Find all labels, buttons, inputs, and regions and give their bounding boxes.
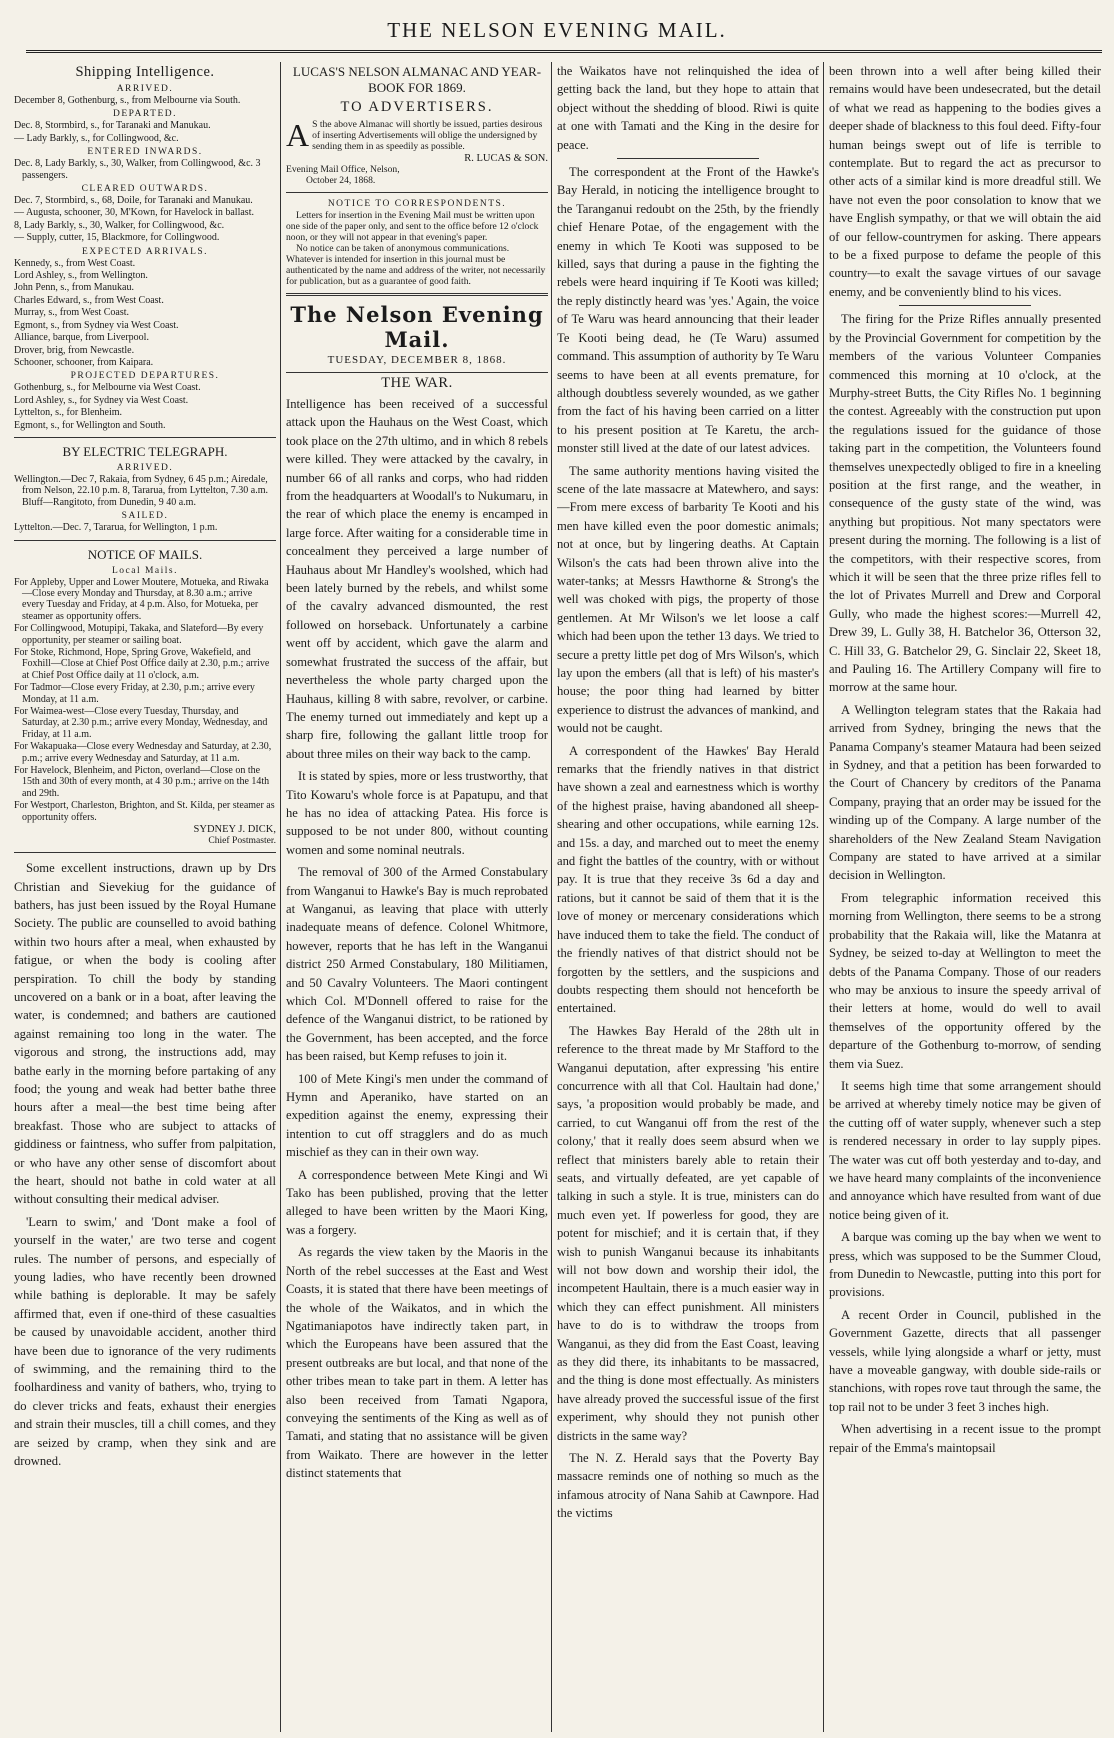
paragraph-rule <box>899 305 1031 306</box>
postmaster-signature: SYDNEY J. DICK, <box>193 824 276 836</box>
column-1 <box>14 62 276 1732</box>
shipping-entry: Gothenburg, s., for Melbourne via West Coast. <box>14 382 201 394</box>
telegraph-sailed-subheading: SAILED. <box>121 511 169 522</box>
shipping-entry: Lord Ashley, s., for Sydney via West Coast. <box>14 394 189 406</box>
section-rule <box>14 540 276 541</box>
almanac-notice <box>286 119 548 152</box>
projected-subheading: PROJECTED DEPARTURES. <box>70 371 220 382</box>
expected-subheading: EXPECTED ARRIVALS. <box>81 246 209 257</box>
article-paragraph: The same authority mentions having visited the scene of the late massacre at Matewhero, and says:—From mere excess of barbarity Te Kooti and his men have killed even the poor domestic animals; not at once, but by lingering deaths. At Captain Wilson's the cats had been thrown alive into the water-tanks; at Messrs Hawthorne & Strong's the well was choked with pigs, the property of those gentlemen. At Mr Wilson's we let loose a calf which had been upon the tether 13 days. We tried to secure a pretty little pet dog of Mrs Wilson's, which lay upon the embers (all that is left) of his master's house; the poor thing had learned by bitter experience to distrust the advances of mankind, and would not be caught. <box>557 463 819 736</box>
article-paragraph: A recent Order in Council, published in the Government Gazette, directs that all passenger vessels, while lying alongside a wharf or jetty, must have a moveable gangway, with double side-rails or stanchions, with ropes rove taut through the same, the top rail not to be under 3 feet 3 inches high. <box>829 1307 1101 1414</box>
shipping-heading: Shipping Intelligence. <box>75 64 215 80</box>
mail-entry: For Wakapuaka—Close every Wednesday and Saturday, at 2.30, p.m.; arrive every Wednesday and Saturday, at 11 a.m. <box>14 741 272 764</box>
shipping-entry: Drover, brig, from Newcastle. <box>14 344 135 356</box>
section-rule <box>14 437 276 438</box>
departed-subheading: DEPARTED. <box>112 109 178 120</box>
article-paragraph: A correspondence between Mete Kingi and Wi Tako has been published, proving that the letter alleged to have been written by the Maori King, was a forgery. <box>286 1167 548 1237</box>
shipping-entry: Schooner, schooner, from Kaipara. <box>14 356 154 368</box>
mail-entry: For Stoke, Richmond, Hope, Spring Grove, Wakefield, and Foxhill—Close at Chief Post Office daily at 2.30, p.m.; arrive at Chief Post Office daily at 11 o'clock, a.m. <box>14 647 270 681</box>
masthead-rule <box>26 50 1102 53</box>
article-paragraph: 'Learn to swim,' and 'Dont make a fool of yourself in the water,' are two terse and cogent rules. The number of persons, and especially of young ladies, who have recently been drowned while bathing is deplorable. It may be safely affirmed that, even if one-third of these casualties be caused by unavoidable accident, another third have been due to ignorance of the very rudiments of swimming, and the remaining third to the foolhardiness and vanity of bathers, who, trying to do clever tricks and feats, exhaust their energies and strain their muscles, till a chill comes, and they are seized by cramp, when they sink and are drowned. <box>14 1214 276 1469</box>
shipping-entry: Lord Ashley, s., from Wellington. <box>14 270 148 282</box>
newspaper-title: THE NELSON EVENING MAIL. <box>387 18 727 42</box>
correspondents-paragraph: Letters for insertion in the Evening Mail must be written upon one side of the paper only, and sent to the office before 12 o'clock noon, or they will not appear in that evening's paper. <box>286 210 539 243</box>
telegraph-heading: BY ELECTRIC TELEGRAPH. <box>62 443 228 459</box>
war-heading: THE WAR. <box>381 375 453 391</box>
article-paragraph: A correspondent of the Hawkes' Bay Herald remarks that the friendly natives in that district have shown a zeal and earnestness which is worthy of the highest praise, having abandoned all sheep-shearing and other occupations, while earning 12s. and 15s. a day, and marched out to meet the enemy and fight the battles of the country, with or without pay. It is true that they receive 3s 6d a day and rations, but it cannot be said of them that it is the love of money or mercenary considerations which have induced them to take the field. The conduct of the friendly natives of that district should not be forgotten by the settlers, and the suspicions and doubts respecting them should not henceforth be entertained. <box>557 743 819 1016</box>
mail-entry: For Waimea-west—Close every Tuesday, Thursday, and Saturday, at 2.30 p.m.; arrive every Monday, Wednesday, and Friday, at 11 a.m. <box>14 706 268 740</box>
article-paragraph: The firing for the Prize Rifles annually presented by the Provincial Government for competition by the members of the various Volunteer Companies commenced this morning at 10 o'clock, at the Murphy-street Butts, the City Rifles No. 1 beginning the contest. Agreeably with the construction put upon the regulations issued for the guidance of those taking part in the competition, the Volunteers found themselves unexpectedly obliged to fire in a kneeling position at the first range, and the weather, in consequence of the gusty state of the wind, was anything but propitious. Not many spectators were present during the morning. The following is a list of the competitors, with their respective scores, from which it will be seen that the three prize rifles fell to the lot of Privates Murrell and Drew and Corporal Gully, who made the highest scores:—Murrell 42, Drew 39, L. Gully 38, H. Batchelor 36, Otterson 32, C. Hill 33, G. Batchelor 29, G. Sinclair 22, Skeet 18, and Pauling 16. The Artillery Company will fire to morrow at the same hour. <box>829 312 1101 695</box>
column-4 <box>829 62 1101 1732</box>
almanac-signature: R. LUCAS & SON. <box>464 153 548 164</box>
article-paragraph: A Wellington telegram states that the Rakaia had arrived from Sydney, bringing the news that the Panama Company's steamer Mataura had been seized in Sydney, and that a petition has been forwarded to the Court of Chancery by creditors of the Panama Company, praying that an order may be issued for the winding up of the Company. A large number of the shareholders of the New Zealand Steam Navigation Company are stated to have arrived at a similar decision in Wellington. <box>829 702 1101 883</box>
shipping-entry: Kennedy, s., from West Coast. <box>14 257 136 269</box>
article-paragraph: The N. Z. Herald says that the Poverty Bay massacre reminds one of nothing so much as the infamous atrocity of Nana Sahib at Cawnpore. Had the victims <box>557 1451 819 1521</box>
shipping-entry: Dec. 8, Stormbird, s., for Taranaki and Manukau. <box>14 120 211 132</box>
shipping-entry: December 8, Gothenburg, s., from Melbourne via South. <box>14 95 241 106</box>
almanac-body: S the above Almanac will shortly be issued, parties desirous of inserting Advertisements will oblige the undersigned by sending them in as speedily as possible. <box>312 119 543 152</box>
correspondents-paragraph: No notice can be taken of anonymous communications. Whatever is intended for insertion in this journal must be authenticated by the name and address of the writer, not necessarily for publication, but as a guarantee of good faith. <box>286 243 546 287</box>
telegraph-entry: Wellington.—Dec 7, Rakaia, from Sydney, 6 45 p.m.; Airedale, from Nelson, 22.10 p.m. 8, Tararua, from Lyttelton, 7.30 a.m. Bluff—Rangitoto, from Dunedin, 9 40 a.m. <box>14 473 269 508</box>
article-paragraph: When advertising in a recent issue to the prompt repair of the Emma's maintopsail <box>829 1422 1101 1455</box>
cleared-outwards-subheading: CLEARED OUTWARDS. <box>81 184 209 195</box>
drop-cap: A <box>286 117 310 153</box>
article-paragraph: As regards the view taken by the Maoris in the North of the rebel successes at the East and West Coasts, it is stated that there have been meetings of the whole of the Waikatos, and in which the Ngatimaniapotos have indirectly taken part, in which the Europeans have been assured that the present outbreaks are but local, and that none of the other tribes mean to take part in them. A letter has also been received from Tamati Ngapora, conveying the sentiments of the King as well as of Tamati, and stating that no assistance will be given from Waikato. There are however in the letter distinct statements that <box>286 1245 548 1481</box>
correspondents-heading: NOTICE TO CORRESPONDENTS. <box>327 199 507 209</box>
shipping-entry: Dec. 8, Lady Barkly, s., 30, Walker, from Collingwood, &c. 3 passengers. <box>14 158 261 181</box>
almanac-date: October 24, 1868. <box>306 175 376 186</box>
article-paragraph: The removal of 300 of the Armed Constabulary from Wanganui to Hawke's Bay is much reprobated at Wanganui, as leaving that place with utterly inadequate means of defence. Colonel Whitmore, however, reports that he has left in the Wanganui district 250 Armed Constabulary, 180 Militiamen, and 50 Cavalry Volunteers. The Maori contingent which Col. M'Donnell offered to raise for the defence of the Wanganui district, to be rationed by the Government, has been accepted, and the force has been raised, but Kemp refuses to join it. <box>286 865 548 1064</box>
shipping-entry: — Augusta, schooner, 30, M'Kown, for Havelock in ballast. <box>14 207 254 219</box>
shipping-entry: 8, Lady Barkly, s., 30, Walker, for Collingwood, &c. <box>14 219 225 231</box>
article-paragraph: The correspondent at the Front of the Hawke's Bay Herald, in noticing the intelligence brought to the Taranganui redoubt on the 25th, by the friendly chief Henare Potae, of the engagement with the enemy in which Te Kooti was supposed to be killed, says that during a pause in the fighting the rebels were heard inquiring if Te Kooti was killed; the reply distinctly heard was 'yes.' Again, the voice of Te Waru was heard announcing that their leader Te Kooti being dead, he (Te Waru) assumed command. This assumption of authority by Te Waru seems to have been at all events premature, for although doubtless severely wounded, as we gather from the fact of his having been carried on a litter to his present position at Te Karetu, the arch-monster still lived at the date of our latest advices. <box>557 165 819 456</box>
telegraph-arrived-subheading: ARRIVED. <box>116 462 174 473</box>
paper-date: TUESDAY, DECEMBER 8, 1868. <box>327 354 507 366</box>
masthead <box>0 0 1114 52</box>
article-paragraph: It seems high time that some arrangement should be arrived at whereby timely notice may be given of the cutting off of water supply, whenever such a step is rendered necessary in order to lay supply pipes. The water was cut off both yesterday and to-day, and we have heard many complaints of the inconvenience and annoyance which have resulted from want of due notice being given of it. <box>829 1078 1101 1222</box>
section-rule <box>286 192 548 193</box>
advertisers-heading: TO ADVERTISERS. <box>340 99 494 115</box>
shipping-entry: — Lady Barkly, s., for Collingwood, &c. <box>14 132 179 144</box>
arrived-subheading: ARRIVED. <box>116 84 174 94</box>
shipping-entry: Dec. 7, Stormbird, s., 68, Doile, for Taranaki and Manukau. <box>14 195 253 207</box>
almanac-heading: LUCAS'S NELSON ALMANAC AND YEAR-BOOK FOR 1869. <box>292 64 542 95</box>
mails-subheading: Local Mails. <box>111 565 178 576</box>
shipping-entry: Alliance, barque, from Liverpool. <box>14 332 149 344</box>
mails-heading: NOTICE OF MAILS. <box>87 546 203 562</box>
column-3 <box>557 62 819 1732</box>
section-rule <box>286 293 548 296</box>
article-paragraph: The Hawkes Bay Herald of the 28th ult in reference to the threat made by Mr Stafford to the Wanganui deputation, after expressing 'his entire concurrence with all that Col. Haultain had done,' says, 'a proposition would probably be made, and carried, to cut Wanganui off from the rest of the colony,' that it really does seem absurd when we reflect that ministers barely able to retain their seats, and virtually defeated, are yet capable of talking in such a style. It is true, ministers can do much even yet. If powerless for good, they are potent for mischief; and it is certain that, if they wish to punish Wanganui because its inhabitants will not bow down and worship their idol, the incompetent Haultain, there is a much easier way in which they can effect punishment. All ministers have to do is to withdraw the troops from Wanganui, as they did from the East Coast, leaving as they did there, its inhabitants to be massacred, and the thing is done most effectually. As ministers have already proved the successful issue of the first experiment, why should they not punish other districts in the same way? <box>557 1023 819 1443</box>
article-paragraph: been thrown into a well after being killed their remains would have been undesecrated, but the detail of what we read as happening to the bodies gives a deeper shade of blackness to this foul deed. Fifty-four human beings swept out of life is terrible to contemplate. But to regard the act as precursor to other acts of a similar kind is more dreadful still. We have not even the poor consolation to know that we have English sympathy, or that we will obtain the aid of our fellow-countrymen for asking. There appears to be a fixed purpose to defame the people of this country—to exalt the savage virtues of our savage enemy, and be conveniently blind to his vices. <box>829 64 1101 299</box>
mail-entry: For Tadmor—Close every Friday, at 2.30, p.m.; arrive every Monday, at 11 a.m. <box>14 682 255 705</box>
section-rule <box>14 852 276 853</box>
article-paragraph: 100 of Mete Kingi's men under the command of Hymn and Aperaniko, have started on an expedition against the enemy, expressing their intention to cut off stragglers and do as much mischief as they can in their own way. <box>286 1071 548 1160</box>
article-paragraph: Some excellent instructions, drawn up by Drs Christian and Sievekiug for the guidance of bathers, has just been issued by the Royal Humane Society. The public are counselled to avoid bathing within two hours after a meal, when exhausted by fatigue, or when the body is cooling after perspiration. To chill the body by standing uncovered on a bank or in a boat, after leaving the water, is condemned; and bathers are cautioned against remaining too long in the water. The vigorous and strong, the instructions add, may bathe early in the morning before partaking of any food; the young and weak had better bathe three hours after a meal—the best time being after breakfast. Those who are subject to attacks of giddiness or faintness, who suffer from palpitation, or who have any other sense of discomfort about the heart, should not bathe in cold water at all without consulting their medical adviser. <box>14 861 276 1207</box>
section-rule <box>286 372 548 373</box>
shipping-entry: Egmont, s., for Wellington and South. <box>14 419 166 431</box>
mail-entry: For Collingwood, Motupipi, Takaka, and Slateford—By every opportunity, per steamer or sailing boat. <box>14 623 264 646</box>
article-paragraph: From telegraphic information received this morning from Wellington, there seems to be a strong probability that the Rakaia will, like the Matanra at Sydney, be seized to-day at Wellington to meet the debts of the Panama Company. Those of our readers who may be anxious to insure the speedy arrival of their letters at home, would do well to avail themselves of the opportunity offered by the departure of the Gothenburg to-morrow, of sending them via Suez. <box>829 890 1101 1071</box>
article-paragraph: A barque was coming up the bay when we went to press, which was supposed to be the Summer Cloud, from Dunedin to Newcastle, putting into this port for provisions. <box>829 1230 1101 1300</box>
article-paragraph: It is stated by spies, more or less trustworthy, that Tito Kowaru's whole force is at Papatupu, and that he has no idea of attacking Patea. His force is supposed to be not under 800, without counting women and some nominal neutrals. <box>286 769 548 857</box>
shipping-entry: John Penn, s., from Manukau. <box>14 282 134 294</box>
paper-title: The Nelson Evening Mail. <box>290 302 544 352</box>
column-divider <box>551 62 552 1732</box>
shipping-entry: Charles Edward, s., from West Coast. <box>14 294 164 306</box>
mail-entry: For Appleby, Upper and Lower Moutere, Motueka, and Riwaka—Close every Monday and Thursday, at 8.30 a.m.; arrive every Tuesday and Friday, at 4 p.m. Also, for Motueka, per steamer as opportunity offers. <box>14 576 269 622</box>
almanac-office: Evening Mail Office, Nelson, <box>286 164 400 175</box>
shipping-entry: Lyttelton, s., for Blenheim. <box>14 407 123 419</box>
mail-entry: For Havelock, Blenheim, and Picton, overland—Close on the 15th and 30th of every month, at 4 30 p.m.; arrive on the 14th and 29th. <box>14 765 270 799</box>
mail-entry: For Westport, Charleston, Brighton, and St. Kilda, per steamer as opportunity offers. <box>14 800 275 823</box>
telegraph-entry: Lyttelton.—Dec. 7, Tararua, for Wellington, 1 p.m. <box>14 522 218 534</box>
postmaster-title: Chief Postmaster. <box>208 835 276 847</box>
shipping-entry: Egmont, s., from Sydney via West Coast. <box>14 319 179 331</box>
column-divider <box>823 62 824 1732</box>
shipping-entry: Murray, s., from West Coast. <box>14 307 130 319</box>
article-paragraph: the Waikatos have not relinquished the idea of getting back the land, but they hope to attain that object without the shedding of blood. Riwi is quite at one with Tamati and the King in the desire for peace. <box>557 64 819 152</box>
paragraph-rule <box>617 158 759 159</box>
article-paragraph: Intelligence has been received of a successful attack upon the Hauhaus on the West Coast, which took place on the 27th ultimo, and in which 8 rebels were killed. They were attacked by the cavalry, in number 66 of all ranks and corps, who had ridden from the headquarters at Woodall's to Nukumaru, in the rear of which place the enemy is encamped in large force. After waiting for a considerable time in concealment they perceived a large number of Hauhaus about Mr Handley's woolshed, which had been lately burned by the rebels, and whilst some of the cavalry advanced dismounted, the rest followed on horseback. Unfortunately a carbine went off by accident, which gave the alarm and somewhat frustrated the success of the affair, but nevertheless the whole party charged upon the Hauhaus, killing 8 with sabre, revolver, or carbine. The enemy turned out immediately and kept up a sharp fire, following the gallant little troop for about three miles on their way back to the camp. <box>286 397 548 761</box>
shipping-entry: — Supply, cutter, 15, Blackmore, for Collingwood. <box>14 232 220 244</box>
column-2 <box>286 62 548 1732</box>
entered-inwards-subheading: ENTERED INWARDS. <box>87 147 203 158</box>
column-divider <box>280 62 281 1732</box>
